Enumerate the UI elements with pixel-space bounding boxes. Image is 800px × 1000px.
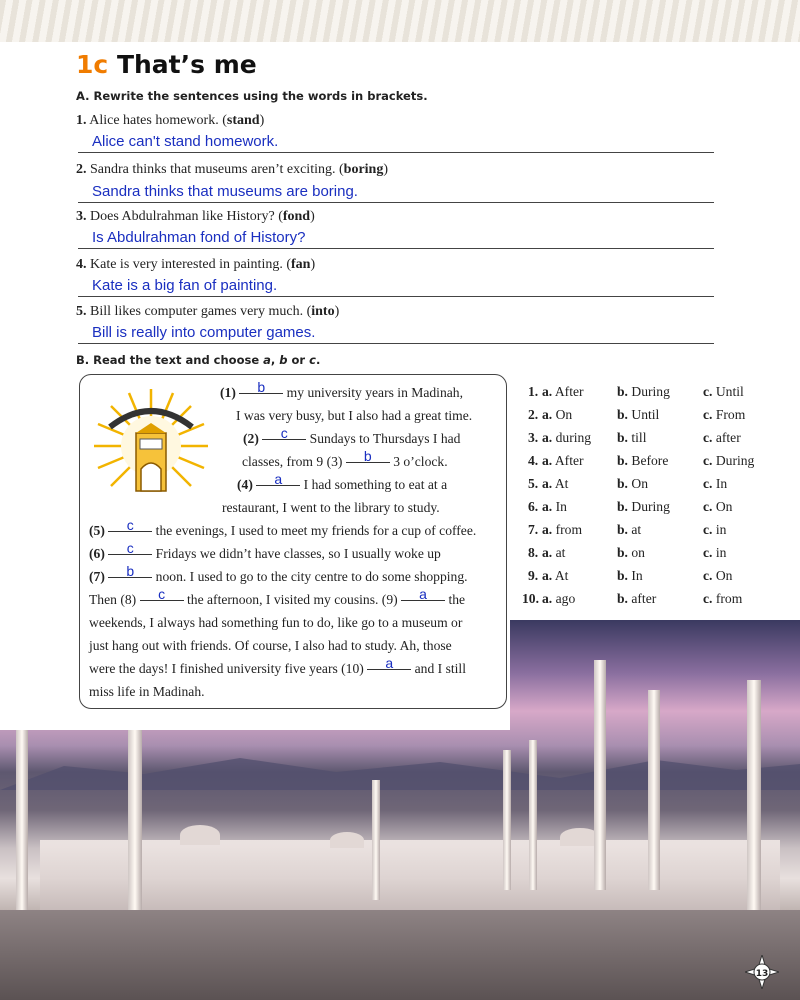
option-1a[interactable]: a. After (542, 384, 584, 399)
text-line-5: (4) a I had something to eat at a (237, 471, 448, 492)
answer-field-5[interactable]: Bill is really into computer games. (78, 324, 714, 344)
text-line-8: (6) c Fridays we didn’t have classes, so I usually woke up (89, 540, 441, 561)
page-number-badge (745, 955, 779, 989)
blank-6[interactable]: c (108, 542, 152, 555)
question-2: 2. Sandra thinks that museums aren’t exciting. (boring) (76, 162, 389, 177)
blank-2[interactable]: c (262, 427, 306, 440)
university-logo (92, 387, 210, 505)
option-1b[interactable]: b. During (617, 384, 670, 399)
page-number: 13 (755, 969, 769, 979)
option-7c[interactable]: c. in (703, 522, 727, 537)
text-line-12: just hang out with friends. Of course, I also had to study. Ah, those (89, 638, 452, 653)
section-a-instruction: A. Rewrite the sentences using the words in brackets. (76, 89, 428, 103)
lesson-title: That’s me (116, 50, 257, 79)
blank-5[interactable]: c (108, 519, 152, 532)
text-line-11: weekends, I always had something fun to do, like go to a museum or (89, 615, 463, 630)
text-line-13: were the days! I finished university five years (10) a and I still (89, 655, 466, 676)
option-4c[interactable]: c. During (703, 453, 755, 468)
answer-field-3[interactable]: Is Abdulrahman fond of History? (78, 229, 714, 249)
option-8b[interactable]: b. on (617, 545, 645, 560)
lesson-number: 1c (76, 50, 109, 79)
answer-field-2[interactable]: Sandra thinks that museums are boring. (78, 183, 714, 203)
header-banner (0, 0, 800, 42)
text-line-3: (2) c Sundays to Thursdays I had (243, 425, 461, 446)
option-2c[interactable]: c. From (703, 407, 746, 422)
option-10b[interactable]: b. after (617, 591, 657, 606)
question-3: 3. Does Abdulrahman like History? (fond) (76, 209, 315, 224)
question-1: 1. Alice hates homework. (stand) (76, 113, 265, 128)
option-7b[interactable]: b. at (617, 522, 642, 537)
minaret (529, 740, 537, 890)
option-3a[interactable]: a. during (542, 430, 592, 445)
option-2a[interactable]: a. On (542, 407, 573, 422)
option-3b[interactable]: b. till (617, 430, 647, 445)
blank-4[interactable]: a (256, 473, 300, 486)
minaret (648, 690, 660, 890)
blank-1[interactable]: b (239, 381, 283, 394)
reading-text-box (79, 374, 507, 709)
minaret (372, 780, 380, 900)
text-line-10: Then (8) c the afternoon, I visited my cousins. (9) a the (89, 586, 466, 607)
option-4b[interactable]: b. Before (617, 453, 669, 468)
blank-7[interactable]: b (108, 565, 152, 578)
minaret (503, 750, 511, 890)
option-4a[interactable]: a. After (542, 453, 584, 468)
option-2b[interactable]: b. Until (617, 407, 660, 422)
blank-8[interactable]: c (140, 588, 184, 601)
mountains (0, 750, 800, 790)
crowd (0, 910, 800, 1000)
mosque-roof (40, 840, 780, 910)
option-10a[interactable]: a. ago (542, 591, 576, 606)
text-line-4: classes, from 9 (3) b 3 o’clock. (242, 448, 448, 469)
dome (180, 825, 220, 845)
option-5b[interactable]: b. On (617, 476, 648, 491)
text-line-2: I was very busy, but I also had a great time. (236, 408, 473, 423)
dome (330, 832, 364, 848)
option-9b[interactable]: b. In (617, 568, 643, 583)
option-10c[interactable]: c. from (703, 591, 743, 606)
option-5a[interactable]: a. At (542, 476, 569, 491)
blank-10[interactable]: a (367, 657, 411, 670)
option-1c[interactable]: c. Until (703, 384, 744, 399)
text-line-14: miss life in Madinah. (89, 684, 205, 699)
blank-3[interactable]: b (346, 450, 390, 463)
option-7a[interactable]: a. from (542, 522, 583, 537)
option-8a[interactable]: a. at (542, 545, 566, 560)
minaret (16, 730, 28, 910)
blank-9[interactable]: a (401, 588, 445, 601)
text-line-1: (1) b my university years in Madinah, (220, 379, 463, 400)
answer-field-1[interactable]: Alice can't stand homework. (78, 133, 714, 153)
text-line-7: (5) c the evenings, I used to meet my friends for a cup of coffee. (89, 517, 477, 538)
option-3c[interactable]: c. after (703, 430, 741, 445)
option-6a[interactable]: a. In (542, 499, 567, 514)
text-line-6: restaurant, I went to the library to study. (222, 500, 440, 515)
option-6b[interactable]: b. During (617, 499, 670, 514)
minaret (594, 660, 606, 890)
question-4: 4. Kate is very interested in painting. (fan) (76, 257, 316, 272)
minaret (747, 680, 761, 910)
minaret (128, 710, 142, 910)
option-6c[interactable]: c. On (703, 499, 733, 514)
text-line-9: (7) b noon. I used to go to the city centre to do some shopping. (89, 563, 468, 584)
option-9c[interactable]: c. On (703, 568, 733, 583)
question-5: 5. Bill likes computer games very much. (into) (76, 304, 340, 319)
section-b-instruction: B. Read the text and choose a, b or c. (76, 353, 321, 367)
option-8c[interactable]: c. in (703, 545, 727, 560)
option-9a[interactable]: a. At (542, 568, 569, 583)
page-title (76, 50, 257, 79)
option-5c[interactable]: c. In (703, 476, 728, 491)
answer-field-4[interactable]: Kate is a big fan of painting. (78, 277, 714, 297)
